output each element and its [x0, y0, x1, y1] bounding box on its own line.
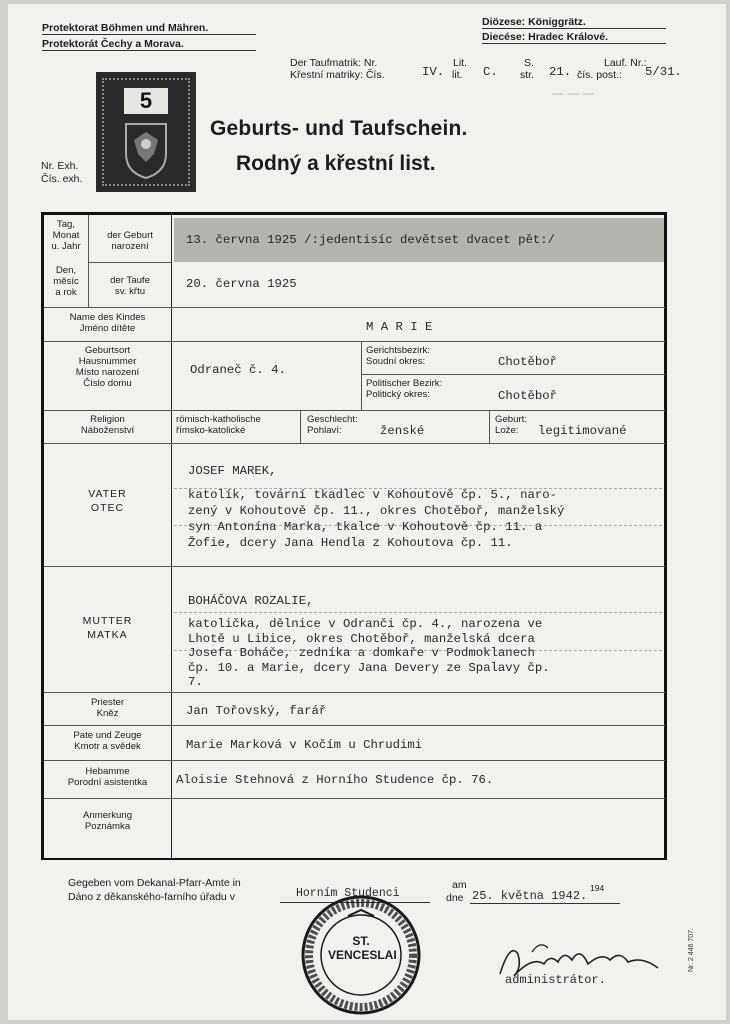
running-number-value: 5/31. [645, 65, 682, 79]
date-label-cz: Den, měsíc a rok [53, 265, 79, 298]
date-label-dne: dne [446, 892, 464, 904]
form-number: Nr. 2 446 707. [688, 928, 695, 972]
matrik-label-de: Der Taufmatrik: Nr. [290, 57, 378, 69]
page-label-de: S. [524, 57, 534, 69]
diocese-line-cz: Diecése: Hradec Králové. [482, 31, 666, 44]
lit-label-de: Lit. [453, 57, 468, 69]
page-label-cz: str. [520, 69, 535, 81]
sex-label: Geschlecht: Pohlaví: [307, 414, 358, 436]
court-district-label: Gerichtsbezirk: Soudní okres: [366, 345, 430, 367]
title-cz: Rodný a křestní list. [236, 152, 436, 175]
mother-details: katolička, dělnice v Odranči čp. 4., narozena ve Lhotě u Libice, okres Chotěboř, manželská dcera Josefa Boháče, zedníka a domkaře v Podmoklanech čp. 10. a Marie, dcery Jana Devery ze Spalavy čp. 7. [188, 617, 550, 689]
birthplace-label: Geburtsort Hausnummer Místo narození Číslo domu [75, 345, 140, 389]
priest-value: Jan Tořovský, farář [186, 704, 327, 718]
signatory-role: administrátor. [505, 973, 606, 987]
legitimacy-label: Geburt: Lože: [495, 414, 527, 436]
religion-value: römisch-katholische římsko-katolické [176, 414, 261, 436]
issued-by-label-cz: Dáno z děkanského-farního úřadu v [68, 891, 235, 903]
mother-name: BOHÁČOVA ROZALIE, [188, 594, 314, 608]
sex-value: ženské [380, 424, 425, 438]
matrik-number: IV. [422, 65, 445, 79]
child-name-label: Name des Kindes Jméno dítěte [69, 312, 146, 334]
issue-place-value: Horním Studenci [296, 887, 400, 900]
political-district-value: Chotěboř [498, 389, 558, 403]
issued-by-label-de: Gegeben vom Dekanal-Pfarr-Amte in [68, 877, 241, 889]
protectorate-line-de: Protektorat Böhmen und Mähren. [42, 22, 256, 35]
birthplace-value: Odraneč č. 4. [190, 363, 286, 377]
mother-label: MUTTER MATKA [82, 615, 133, 641]
priest-label: Priester Kněz [90, 697, 125, 719]
father-name: JOSEF MAREK, [188, 464, 277, 478]
issue-date-value: 25. května 1942. [472, 889, 588, 903]
exhibit-label-cz: Čís. exh. [41, 173, 83, 185]
court-district-value: Chotěboř [498, 355, 558, 369]
page-value: 21. [549, 65, 572, 79]
political-district-label: Politischer Bezirk: Politický okres: [366, 378, 443, 400]
lit-label-cz: lit. [452, 69, 463, 81]
midwife-label: Hebamme Porodní asistentka [67, 766, 148, 788]
printed-year-prefix: 194 [590, 883, 605, 893]
lit-value: C. [483, 65, 498, 79]
date-label-de: Tag, Monat u. Jahr [51, 219, 81, 252]
protectorate-line-cz: Protektorát Čechy a Morava. [42, 38, 256, 51]
legitimacy-value: legitimované [538, 424, 627, 438]
date-label-am: am [452, 879, 467, 891]
birth-date-value: 13. června 1925 /:jedentisíc devětset dvacet pět:/ [186, 233, 555, 247]
exhibit-label-de: Nr. Exh. [41, 160, 79, 172]
godparent-label: Pate und Zeuge Kmotr a svědek [73, 730, 142, 752]
father-details: katolík, tovární tkadlec v Kohoutově čp. 5., naro- zený v Kohoutově čp. 11., okres Chotěboř, manželský syn Antonína Marka, tkalce v Kohoutově čp. 11. a Žofie, dcery Jana Hendla z Kohoutova čp. 11. [188, 488, 565, 550]
diocese-line-de: Diözese: Königgrätz. [482, 16, 666, 29]
religion-label: Religion Náboženství [80, 414, 135, 436]
stamp-value: 5 [124, 88, 168, 114]
matrik-label-cz: Křestní matriky: Čís. [290, 69, 385, 81]
label-column-divider [171, 215, 172, 858]
birth-label: der Geburt narození [107, 230, 153, 252]
stamp-eagle-icon [118, 120, 174, 180]
child-name-value: M A R I E [366, 320, 433, 334]
title-de: Geburts- und Taufschein. [210, 117, 468, 140]
note-label: Anmerkung Poznámka [82, 810, 133, 832]
running-number-label-de: Lauf. Nr.: [604, 57, 647, 69]
baptism-label: der Taufe sv. křtu [110, 275, 150, 297]
running-number-label-cz: čís. post.: [577, 69, 622, 81]
bleed-through: ─ ─ ─ [552, 86, 595, 103]
revenue-stamp [96, 72, 196, 192]
seal-text: ST. VENCESLAI [328, 934, 397, 962]
godparent-value: Marie Marková v Kočím u Chrudimi [186, 738, 423, 752]
father-label: VATER OTEC [88, 488, 127, 514]
baptism-date-value: 20. června 1925 [186, 277, 297, 291]
midwife-value: Aloisie Stehnová z Horního Studence čp. 76. [176, 773, 494, 787]
